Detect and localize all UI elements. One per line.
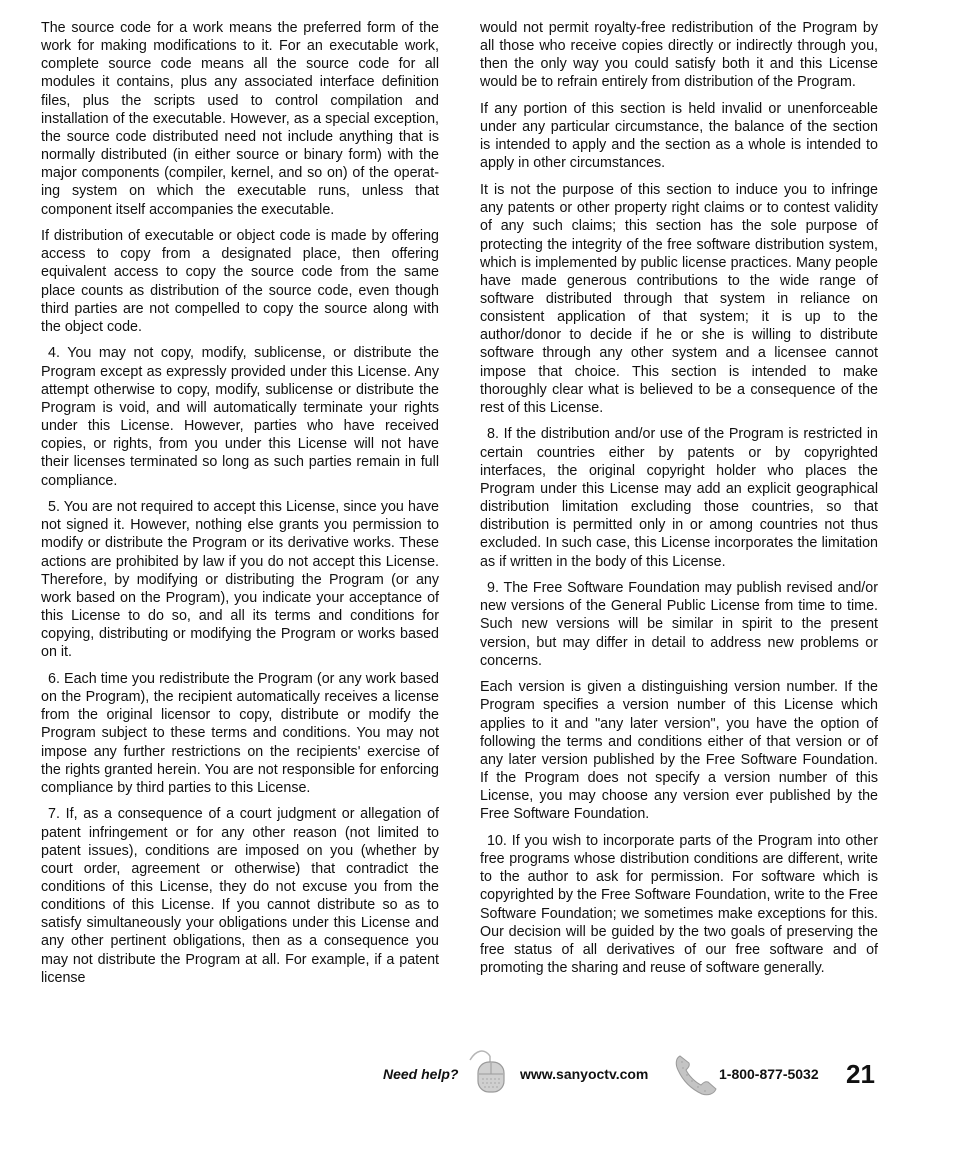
need-help-label: Need help? xyxy=(383,1066,459,1082)
paragraph-section-8: 8. If the distribution and/or use of the Program is restricted in certain countries either by patents or by copyrighted interfaces, the original copyright holder who places the Program under this License may add an explicit geographical distribution limitation excluding those countries, so that distribution is permitted only in or among countries not thus excluded. In such case, this License incorporates the limitation as if written in the body of this License. xyxy=(480,426,878,570)
mouse-icon xyxy=(466,1046,516,1094)
paragraph-source-code: The source code for a work means the preferred form of the work for making modifications to it. For an executable work, complete source code means all the source code for all modules it contains, plus any associated interface definition files, plus the scripts used to control compilation and installation of the executable. However, as a special exception, the source code distributed need not include anything that is normally distributed (in either source or binary form) with the major components (compiler, kernel, and so on) of the operating system on which the executable runs, unless that component itself accompanies the executable. xyxy=(41,20,439,218)
paragraph-version-number: Each version is given a distinguishing version number. If the Program specifies a version number of this License which applies to it and "any later version", you have the option of following the terms and conditions either of that version or of any later version published by the Free Software Foundation. If the Program does not specify a version number of this License, you may choose any version ever published by the Free Software Foundation. xyxy=(480,679,878,823)
paragraph-object-code-distribution: If distribution of executable or object code is made by offering access to copy from a designated place, then offering equivalent access to copy the source code from the same place counts as distribution of the source code, even though third parties are not compelled to copy the source along with the object code. xyxy=(41,228,439,335)
phone-number: 1-800-877-5032 xyxy=(719,1066,819,1082)
website-link[interactable]: www.sanyoctv.com xyxy=(520,1066,649,1082)
paragraph-purpose: It is not the purpose of this section to induce you to infringe any patents or other property right claims or to contest validity of any such claims; this section has the sole purpose of protecting the integrity of the free software distribution system, which is implemented by public license practices. Many people have made generous contributions to the wide range of software distributed through that system in reliance on consistent application of that system; it is up to the author/donor to decide if he or she is willing to distribute software through any other system and a licensee cannot impose that choice. This section is intended to make thoroughly clear what is believed to be a consequence of the rest of this License. xyxy=(480,182,878,416)
paragraph-section-4: 4. You may not copy, modify, sublicense, or distribute the Program except as expressly provided under this License. Any attempt otherwise to copy, modify, sublicense or distribute the Program is void, and will automatically terminate your rights under this License. However, parties who have received copies, or rights, from you under this License will not have their licenses terminated so long as such parties remain in full compliance. xyxy=(41,345,439,489)
page-number: 21 xyxy=(846,1059,875,1089)
paragraph-section-5: 5. You are not required to accept this License, since you have not signed it. However, nothing else grants you permission to modify or distribute the Program or its derivative works. These actions are prohibited by law if you do not accept this License. Therefore, by modifying or distributing the Program (or any work based on the Program), you indicate your acceptance of this License to do so, and all its terms and conditions for copying, distributing or modifying the Program or works based on it. xyxy=(41,499,439,661)
paragraph-section-9: 9. The Free Software Foundation may publish revised and/or new versions of the General Public License from time to time. Such new versions will be similar in spirit to the present version, but may differ in detail to address new problems or concerns. xyxy=(480,580,878,669)
paragraph-section-7-continued: would not permit royalty-free redistribution of the Program by all those who receive copies directly or indirectly through you, then the only way you could satisfy both it and this License would be to refrain entirely from distribution of the Program. xyxy=(480,20,878,91)
paragraph-section-10: 10. If you wish to incorporate parts of the Program into other free programs whose distribution conditions are different, write to the author to ask for permission. For software which is copyrighted by the Free Software Foundation, write to the Free Software Foundation; we sometimes make exceptions for this. Our decision will be guided by the two goals of preserving the free status of all derivatives of our free software and of promoting the sharing and reuse of software generally. xyxy=(480,832,878,976)
phone-icon xyxy=(674,1052,718,1096)
paragraph-invalid-portion: If any portion of this section is held invalid or unenforceable under any particular circumstance, the balance of the section is intended to apply and the section as a whole is intended to apply in other circumstances. xyxy=(480,101,878,172)
paragraph-section-7: 7. If, as a consequence of a court judgment or allegation of patent infringement or for any other reason (not limited to patent issues), conditions are imposed on you (whether by court order, agreement or otherwise) that contradict the conditions of this License, they do not excuse you from the conditions of this License. If you cannot distribute so as to satisfy simultaneously your obligations under this License and any other pertinent obligations, then as a consequence you may not distribute the Program at all. For example, if a patent license xyxy=(41,806,439,986)
left-column xyxy=(41,19,439,995)
page-footer xyxy=(0,1046,954,1106)
paragraph-section-6: 6. Each time you redistribute the Program (or any work based on the Program), the recipient automatically receives a license from the original licensor to copy, distribute or modify the Program subject to these terms and conditions. You may not impose any further restrictions on the recipients' exercise of the rights granted herein. You are not responsible for enforcing compliance by third parties to this License. xyxy=(41,670,439,796)
right-column xyxy=(480,19,878,986)
